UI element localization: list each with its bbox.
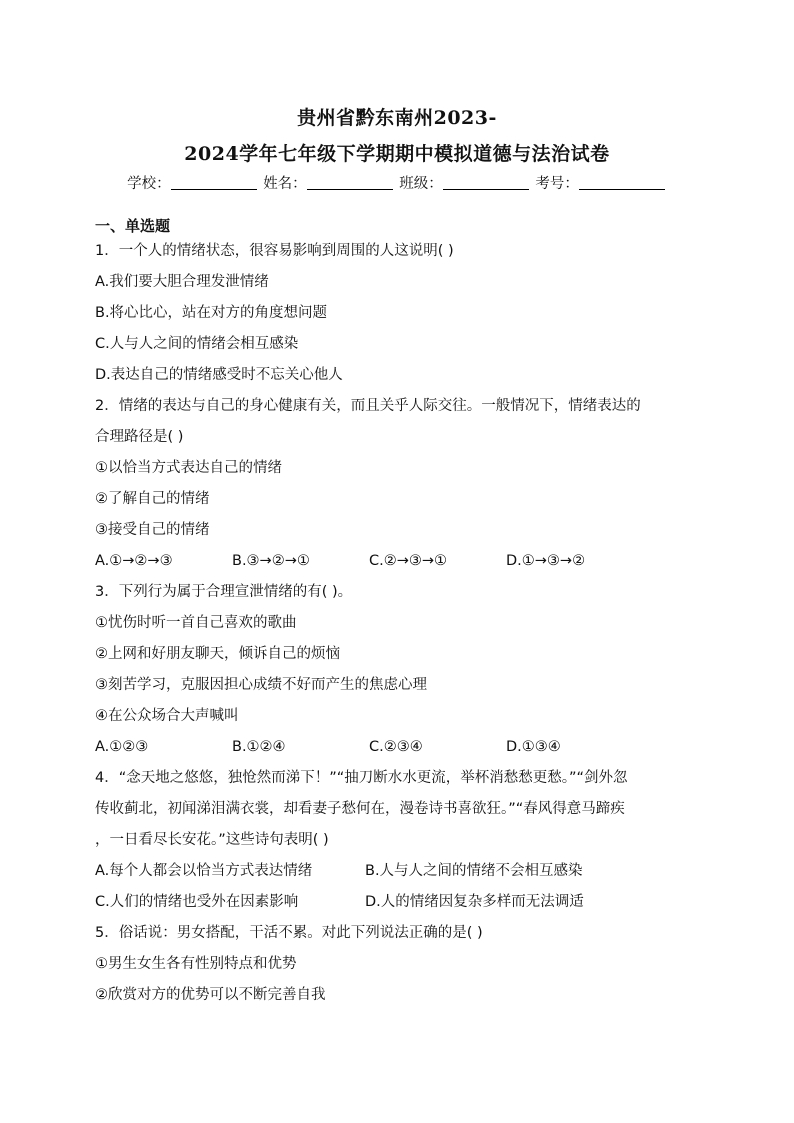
question-2: [95, 391, 705, 577]
exam-title-line2: 2024学年七年级下学期期中模拟道德与法治试卷: [184, 143, 610, 165]
option-d: D.①→③→②: [506, 553, 586, 569]
statement-item: ④在公众场合大声喊叫: [95, 708, 239, 724]
statement-item: ②了解自己的情绪: [95, 491, 210, 507]
question-stem: ，一日看尽长安花。”这些诗句表明( ): [95, 832, 329, 848]
option-a: A.我们要大胆合理发泄情绪: [95, 274, 269, 290]
question-stem: 3．下列行为属于合理宣泄情绪的有( )。: [95, 584, 353, 600]
options-row: [95, 732, 705, 763]
option-b: B.③→②→①: [232, 553, 310, 569]
school-blank[interactable]: [171, 175, 257, 190]
name-blank[interactable]: [307, 175, 393, 190]
statement-item: ①忧伤时听一首自己喜欢的歌曲: [95, 615, 297, 631]
option-d: D.人的情绪因复杂多样而无法调适: [365, 894, 584, 910]
statement-item: ②欣赏对方的优势可以不断完善自我: [95, 987, 326, 1003]
statement-item: ③刻苦学习，克服因担心成绩不好而产生的焦虑心理: [95, 677, 427, 693]
question-stem: 2．情绪的表达与自己的身心健康有关，而且关乎人际交往。一般情况下，情绪表达的: [95, 398, 641, 414]
question-content: [95, 216, 705, 1011]
option-d: D.①③④: [506, 739, 561, 755]
exam-number-blank[interactable]: [579, 175, 665, 190]
options-row: [95, 887, 705, 918]
exam-title-line1: 贵州省黔东南州2023-: [297, 107, 497, 129]
option-b: B.①②④: [232, 739, 286, 755]
name-label: 姓名：: [263, 176, 307, 192]
question-4: [95, 763, 705, 918]
question-3: [95, 577, 705, 763]
option-a: A.①②③: [95, 739, 149, 755]
question-stem: 1．一个人的情绪状态，很容易影响到周围的人这说明( ): [95, 243, 454, 259]
student-info-row: [0, 172, 794, 193]
class-label: 班级：: [399, 176, 443, 192]
exam-number-label: 考号：: [535, 176, 579, 192]
option-c: C.人与人之间的情绪会相互感染: [95, 336, 299, 352]
statement-item: ①男生女生各有性别特点和优势: [95, 956, 297, 972]
question-stem: 合理路径是( ): [95, 429, 184, 445]
options-row: [95, 546, 705, 577]
statement-item: ②上网和好朋友聊天，倾诉自己的烦恼: [95, 646, 340, 662]
option-c: C.人们的情绪也受外在因素影响: [95, 894, 299, 910]
statement-item: ③接受自己的情绪: [95, 522, 210, 538]
option-a: A.每个人都会以恰当方式表达情绪: [95, 863, 313, 879]
option-a: A.①→②→③: [95, 553, 173, 569]
question-5: [95, 918, 705, 1011]
question-1: [95, 236, 705, 391]
question-stem: 5．俗话说：男女搭配，干活不累。对此下列说法正确的是( ): [95, 925, 483, 941]
options-row: [95, 856, 705, 887]
statement-item: ①以恰当方式表达自己的情绪: [95, 460, 282, 476]
option-c: C.②③④: [369, 739, 423, 755]
option-b: B.人与人之间的情绪不会相互感染: [365, 863, 583, 879]
option-d: D.表达自己的情绪感受时不忘关心他人: [95, 367, 343, 383]
question-stem: 4．“念天地之悠悠，独怆然而涕下！”“抽刀断水水更流，举杯消愁愁更愁。”“剑外忽: [95, 770, 628, 786]
option-c: C.②→③→①: [369, 553, 448, 569]
section-heading: 一、单选题: [95, 217, 171, 235]
school-label: 学校：: [127, 176, 171, 192]
class-blank[interactable]: [443, 175, 529, 190]
option-b: B.将心比心，站在对方的角度想问题: [95, 305, 328, 321]
question-stem: 传收蓟北，初闻涕泪满衣裳，却看妻子愁何在，漫卷诗书喜欲狂。”“春风得意马蹄疾: [95, 801, 625, 817]
